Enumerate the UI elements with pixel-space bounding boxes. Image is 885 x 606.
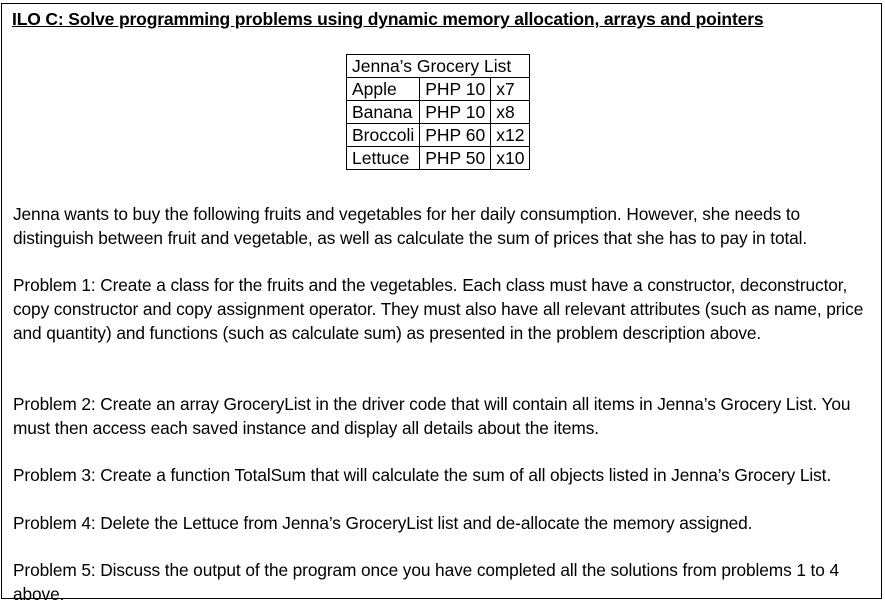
item-price: PHP 10: [420, 101, 491, 124]
grocery-list-table: [346, 54, 530, 170]
intro-paragraph: Jenna wants to buy the following fruits and vegetables for her daily consumption. However, she needs to distinguish between fruit and vegetable, as well as calculate the sum of prices that she has to pay in total.: [13, 204, 808, 248]
table-row: [347, 78, 530, 101]
item-quantity: x8: [491, 101, 530, 124]
problem-5-paragraph: Problem 5: Discuss the output of the program once you have completed all the solutions from problems 1 to 4 above.: [13, 560, 839, 604]
item-quantity: x12: [491, 124, 530, 147]
page-title: ILO C: Solve programming problems using dynamic memory allocation, arrays and pointers: [12, 9, 764, 29]
problem-4-paragraph: Problem 4: Delete the Lettuce from Jenna’s GroceryList list and de-allocate the memory assigned.: [13, 513, 753, 533]
problem-3-paragraph: Problem 3: Create a function TotalSum that will calculate the sum of all objects listed in Jenna’s Grocery List.: [13, 465, 832, 485]
item-name: Broccoli: [347, 124, 420, 147]
item-name: Banana: [347, 101, 420, 124]
document-frame: [1, 3, 882, 604]
item-price: PHP 10: [420, 78, 491, 101]
table-caption: Jenna’s Grocery List: [347, 55, 530, 78]
problem-1-paragraph: Problem 1: Create a class for the fruits and the vegetables. Each class must have a constructor, deconstructor, copy constructor and copy assignment operator. They must also have all relevant attributes (such as name, price and quantity) and functions (such as calculate sum) as presented in the problem description above.: [13, 275, 864, 343]
table-row: [347, 101, 530, 124]
item-quantity: x10: [491, 147, 530, 170]
table-row: [347, 147, 530, 170]
item-quantity: x7: [491, 78, 530, 101]
table-caption-row: [347, 55, 530, 78]
item-price: PHP 50: [420, 147, 491, 170]
table-row: [347, 124, 530, 147]
item-name: Apple: [347, 78, 420, 101]
item-name: Lettuce: [347, 147, 420, 170]
problem-2-paragraph: Problem 2: Create an array GroceryList in the driver code that will contain all items in Jenna’s Grocery List. You must then access each saved instance and display all details about the items.: [13, 394, 851, 438]
item-price: PHP 60: [420, 124, 491, 147]
